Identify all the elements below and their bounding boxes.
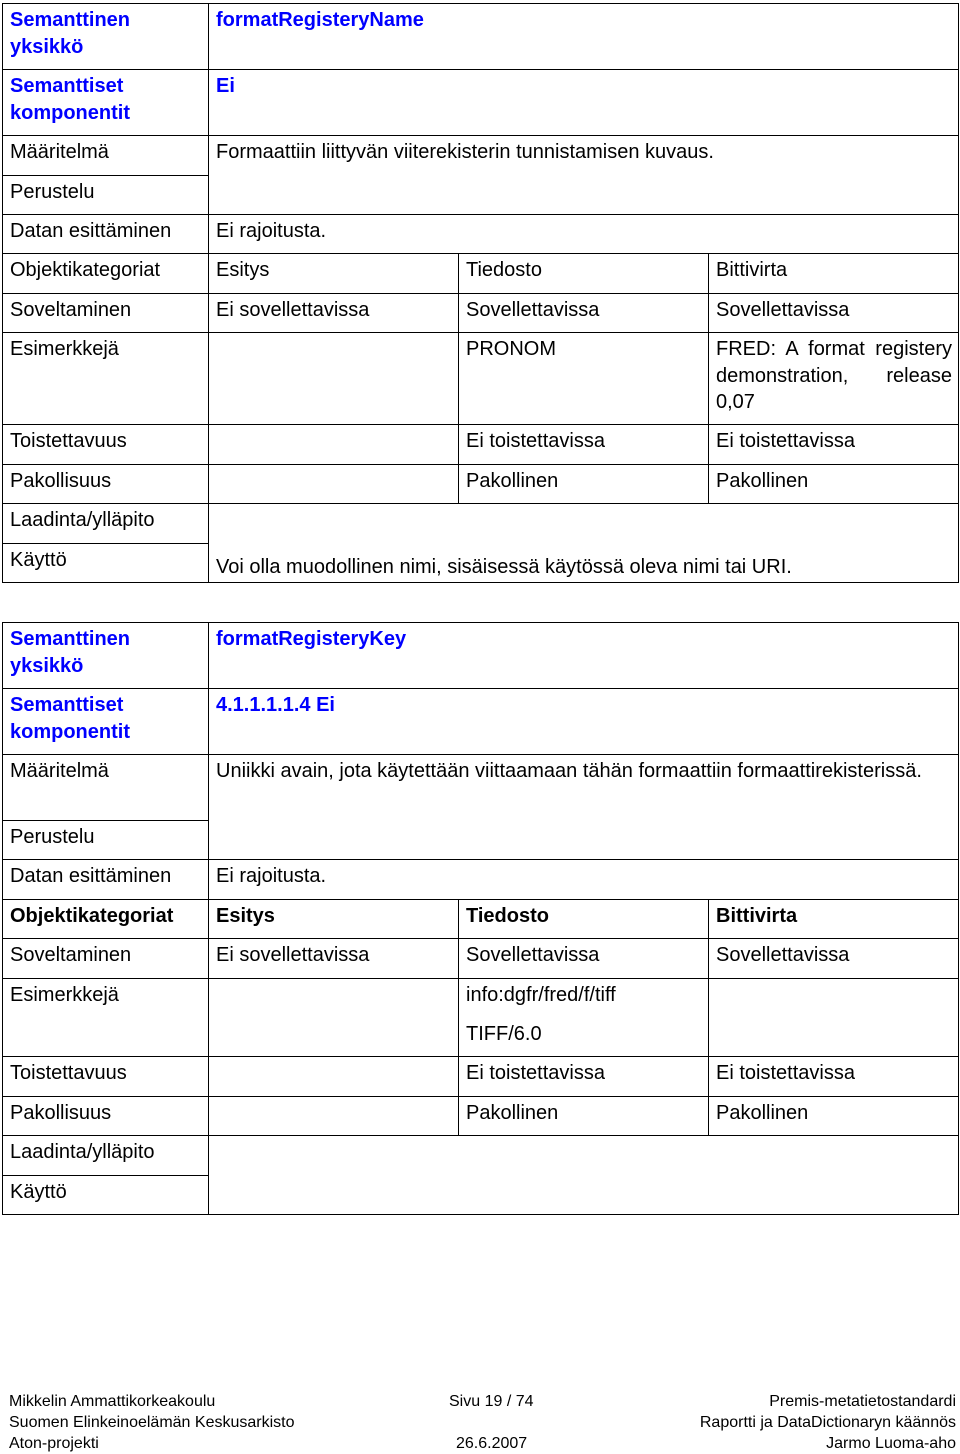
header-bitstream: Bittivirta [709,900,959,939]
label-examples: Esimerkkejä [3,979,209,1057]
mandatory-file: Pakollinen [459,465,709,504]
footer-right-line-1: Premis-metatietostandardi [769,1393,956,1410]
label-semantic-components: Semanttiset komponentit [3,689,209,755]
label-data-representation: Datan esittäminen [3,215,209,254]
examples-file-line-1: info:dgfr/fred/f/tiff [466,984,616,1006]
semantic-unit-table-format-registery-key [2,622,959,1215]
footer-page-number: Sivu 19 / 74 [449,1393,534,1410]
label-data-representation: Datan esittäminen [3,860,209,900]
header-representation: Esitys [209,900,459,939]
label-reproducibility: Toistettavuus [3,1057,209,1097]
application-bitstream: Sovellettavissa [709,294,959,333]
mandatory-bitstream: Pakollinen [709,465,959,504]
application-file: Sovellettavissa [459,294,709,333]
label-usage: Käyttö [3,1176,209,1215]
reproducibility-file: Ei toistettavissa [459,1057,709,1097]
label-semantic-unit: Semanttinen yksikkö [3,623,209,689]
semantic-unit-value: formatRegisteryKey [209,623,959,689]
reproducibility-representation [209,425,459,465]
footer-right-line-3: Jarmo Luoma-aho [826,1435,956,1452]
semantic-unit-table-format-registery-name [2,3,959,583]
definition-value: Formaattiin liittyvän viiterekisterin tunnistamisen kuvaus. [209,136,959,215]
semantic-components-value: 4.1.1.1.1.4 Ei [209,689,959,755]
label-object-categories: Objektikategoriat [3,900,209,939]
application-bitstream: Sovellettavissa [709,939,959,979]
label-application: Soveltaminen [3,294,209,333]
header-bitstream: Bittivirta [709,254,959,294]
label-examples: Esimerkkejä [3,333,209,425]
examples-bitstream [709,979,959,1057]
application-file: Sovellettavissa [459,939,709,979]
footer-left-line-1: Mikkelin Ammattikorkeakoulu [9,1393,216,1410]
reproducibility-bitstream: Ei toistettavissa [709,425,959,465]
mandatory-representation [209,1097,459,1136]
label-semantic-unit: Semanttinen yksikkö [3,4,209,70]
footer-right-line-2: Raportti ja DataDictionaryn käännös [699,1414,956,1431]
label-reproducibility: Toistettavuus [3,425,209,465]
reproducibility-representation [209,1057,459,1097]
label-object-categories: Objektikategoriat [3,254,209,294]
examples-file: PRONOM [459,333,709,425]
examples-representation [209,979,459,1057]
label-usage: Käyttö [3,544,209,583]
header-file: Tiedosto [459,254,709,294]
header-representation: Esitys [209,254,459,294]
usage-value [209,1136,959,1215]
footer-left-line-2: Suomen Elinkeinoelämän Keskusarkisto [9,1414,295,1431]
data-representation-value: Ei rajoitusta. [209,215,959,254]
semantic-components-value: Ei [209,70,959,136]
label-definition: Määritelmä [3,755,209,821]
application-representation: Ei sovellettavissa [209,939,459,979]
header-file: Tiedosto [459,900,709,939]
mandatory-file: Pakollinen [459,1097,709,1136]
label-mandatory: Pakollisuus [3,465,209,504]
label-semantic-components: Semanttiset komponentit [3,70,209,136]
label-maintenance: Laadinta/ylläpito [3,504,209,544]
examples-bitstream: FRED: A format registery demonstration, release 0,07 [709,333,959,425]
examples-representation [209,333,459,425]
reproducibility-file: Ei toistettavissa [459,425,709,465]
footer-date: 26.6.2007 [456,1435,528,1452]
label-rationale: Perustelu [3,176,209,215]
label-mandatory: Pakollisuus [3,1097,209,1136]
examples-file-line-2: TIFF/6.0 [466,1022,542,1045]
label-definition: Määritelmä [3,136,209,176]
usage-value: Voi olla muodollinen nimi, sisäisessä käytössä oleva nimi tai URI. [209,504,959,583]
label-maintenance: Laadinta/ylläpito [3,1136,209,1176]
mandatory-bitstream: Pakollinen [709,1097,959,1136]
page-footer [9,1391,956,1454]
label-rationale: Perustelu [3,821,209,860]
application-representation: Ei sovellettavissa [209,294,459,333]
data-representation-value: Ei rajoitusta. [209,860,959,900]
definition-value: Uniikki avain, jota käytettään viittaamaan tähän formaattiin formaattirekisterissä. [209,755,959,860]
footer-left-line-3: Aton-projekti [9,1435,99,1452]
semantic-unit-value: formatRegisteryName [209,4,959,70]
label-application: Soveltaminen [3,939,209,979]
mandatory-representation [209,465,459,504]
examples-file [459,979,709,1057]
reproducibility-bitstream: Ei toistettavissa [709,1057,959,1097]
